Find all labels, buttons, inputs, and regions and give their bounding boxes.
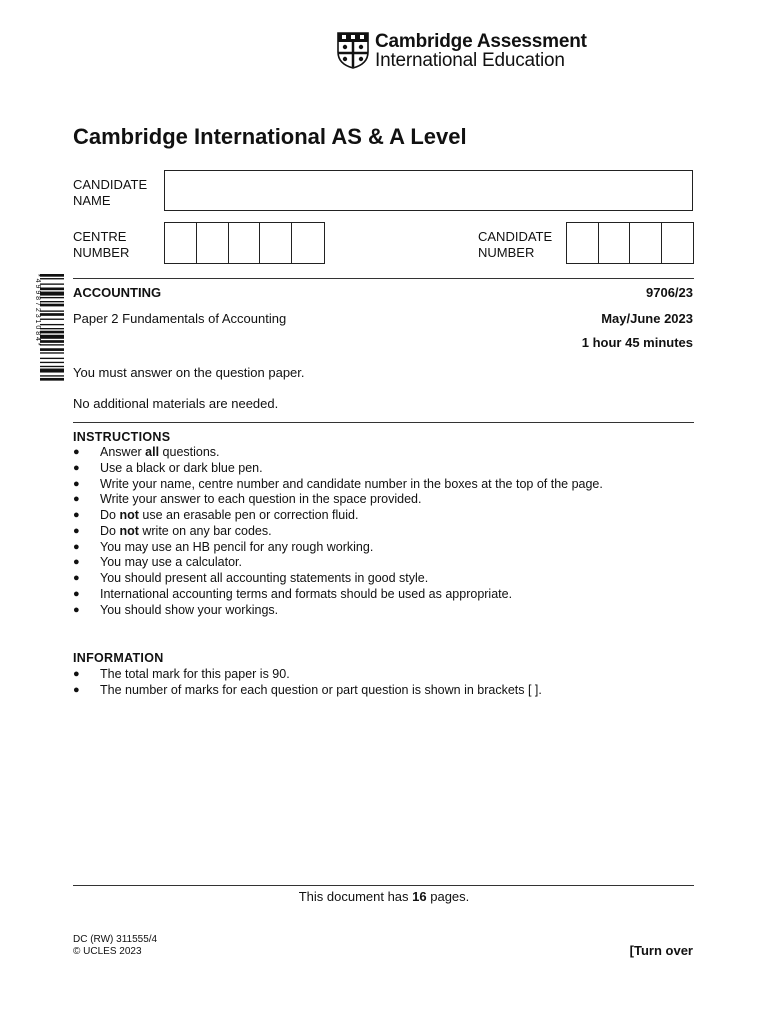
cambridge-logo <box>337 31 587 71</box>
candidate-name-label-line1: CANDIDATE <box>73 177 148 192</box>
instruction-item: ● International accounting terms and formats should be used as appropriate. <box>73 586 513 601</box>
candidate-digit-box[interactable] <box>567 223 599 263</box>
page-count-note <box>0 889 768 904</box>
paper-title: Paper 2 Fundamentals of Accounting <box>73 311 287 326</box>
instruction-item: ● Write your name, centre number and candidate number in the boxes at the top of the page. <box>73 476 603 491</box>
information-heading: INFORMATION <box>73 651 164 665</box>
instruction-item: ● Do not use an erasable pen or correction fluid. <box>73 508 359 522</box>
instruction-item: ● Write your answer to each question in the space provided. <box>73 492 422 507</box>
candidate-name-label-line2: NAME <box>73 193 111 208</box>
instruction-item: ● You should present all accounting statements in good style. <box>73 571 429 585</box>
information-item: ● The total mark for this paper is 90. <box>73 667 290 681</box>
divider-top <box>73 278 694 279</box>
centre-number-label-line2: NUMBER <box>73 245 130 260</box>
information-item: ● The number of marks for each question or part question is shown in brackets [ ]. <box>73 682 542 697</box>
candidate-number-field[interactable] <box>566 222 694 264</box>
bullet-icon: ● <box>73 683 80 696</box>
candidate-number-label-line1: CANDIDATE <box>478 229 553 244</box>
copyright-notice: © UCLES 2023 <box>73 946 142 957</box>
instructions-heading: INSTRUCTIONS <box>73 430 171 444</box>
instruction-item: ● Use a black or dark blue pen. <box>73 460 263 475</box>
centre-digit-box[interactable] <box>229 223 261 263</box>
bullet-icon: ● <box>73 461 80 474</box>
divider-middle <box>73 422 694 423</box>
candidate-digit-box[interactable] <box>599 223 631 263</box>
centre-digit-box[interactable] <box>292 223 324 263</box>
candidate-number-label <box>478 229 552 261</box>
centre-number-label <box>73 229 129 261</box>
qualification-title: Cambridge International AS & A Level <box>73 124 467 149</box>
bullet-icon: ● <box>73 587 80 600</box>
logo-line-2: International Education <box>375 50 565 71</box>
candidate-name-label <box>73 177 147 209</box>
bullet-icon: ● <box>73 540 80 553</box>
paper-code: 9706/23 <box>646 285 693 300</box>
subject-name: ACCOUNTING <box>73 285 162 300</box>
instruction-item: ● You may use an HB pencil for any rough working. <box>73 539 374 554</box>
barcode-icon <box>30 270 64 410</box>
instructions-list <box>73 445 603 618</box>
materials-note: No additional materials are needed. <box>73 396 279 411</box>
divider-bottom <box>73 885 694 886</box>
barcode <box>30 270 64 410</box>
logo-line-1: Cambridge Assessment <box>375 31 587 52</box>
cambridge-crest-icon <box>337 32 369 69</box>
bullet-icon: ● <box>73 524 80 537</box>
candidate-digit-box[interactable] <box>630 223 662 263</box>
instruction-item: ● You may use a calculator. <box>73 555 242 570</box>
centre-digit-box[interactable] <box>260 223 292 263</box>
bullet-icon: ● <box>73 668 80 680</box>
bullet-icon: ● <box>73 446 80 458</box>
centre-number-label-line1: CENTRE <box>73 229 127 244</box>
bullet-icon: ● <box>73 572 80 584</box>
svg-text:* 4 9 9 8 7 2 3 1 0 8 4 *: * 4 9 9 8 7 2 3 1 0 8 4 * <box>34 274 41 346</box>
page-count-value: 16 <box>412 889 427 904</box>
candidate-number-label-line2: NUMBER <box>478 245 535 260</box>
centre-number-field[interactable] <box>164 222 325 264</box>
answer-note: You must answer on the question paper. <box>73 365 305 380</box>
exam-session: May/June 2023 <box>601 311 693 326</box>
bullet-icon: ● <box>73 493 80 506</box>
bullet-icon: ● <box>73 477 80 490</box>
exam-duration: 1 hour 45 minutes <box>581 335 693 350</box>
candidate-digit-box[interactable] <box>662 223 693 263</box>
centre-digit-box[interactable] <box>165 223 197 263</box>
instruction-item: ● Answer all questions. <box>73 445 220 459</box>
instruction-item: ● Do not write on any bar codes. <box>73 523 272 538</box>
bullet-icon: ● <box>73 556 80 569</box>
centre-digit-box[interactable] <box>197 223 229 263</box>
page-count-pre: This document has <box>298 889 413 904</box>
document-reference: DC (RW) 311555/4 <box>73 934 158 945</box>
bullet-icon: ● <box>73 603 80 616</box>
page-count-post: pages. <box>426 889 470 904</box>
candidate-name-field[interactable] <box>164 170 693 211</box>
bullet-icon: ● <box>73 509 80 521</box>
instruction-item: ● You should show your workings. <box>73 602 279 617</box>
information-list <box>73 667 542 699</box>
turn-over-label: [Turn over <box>629 943 693 958</box>
